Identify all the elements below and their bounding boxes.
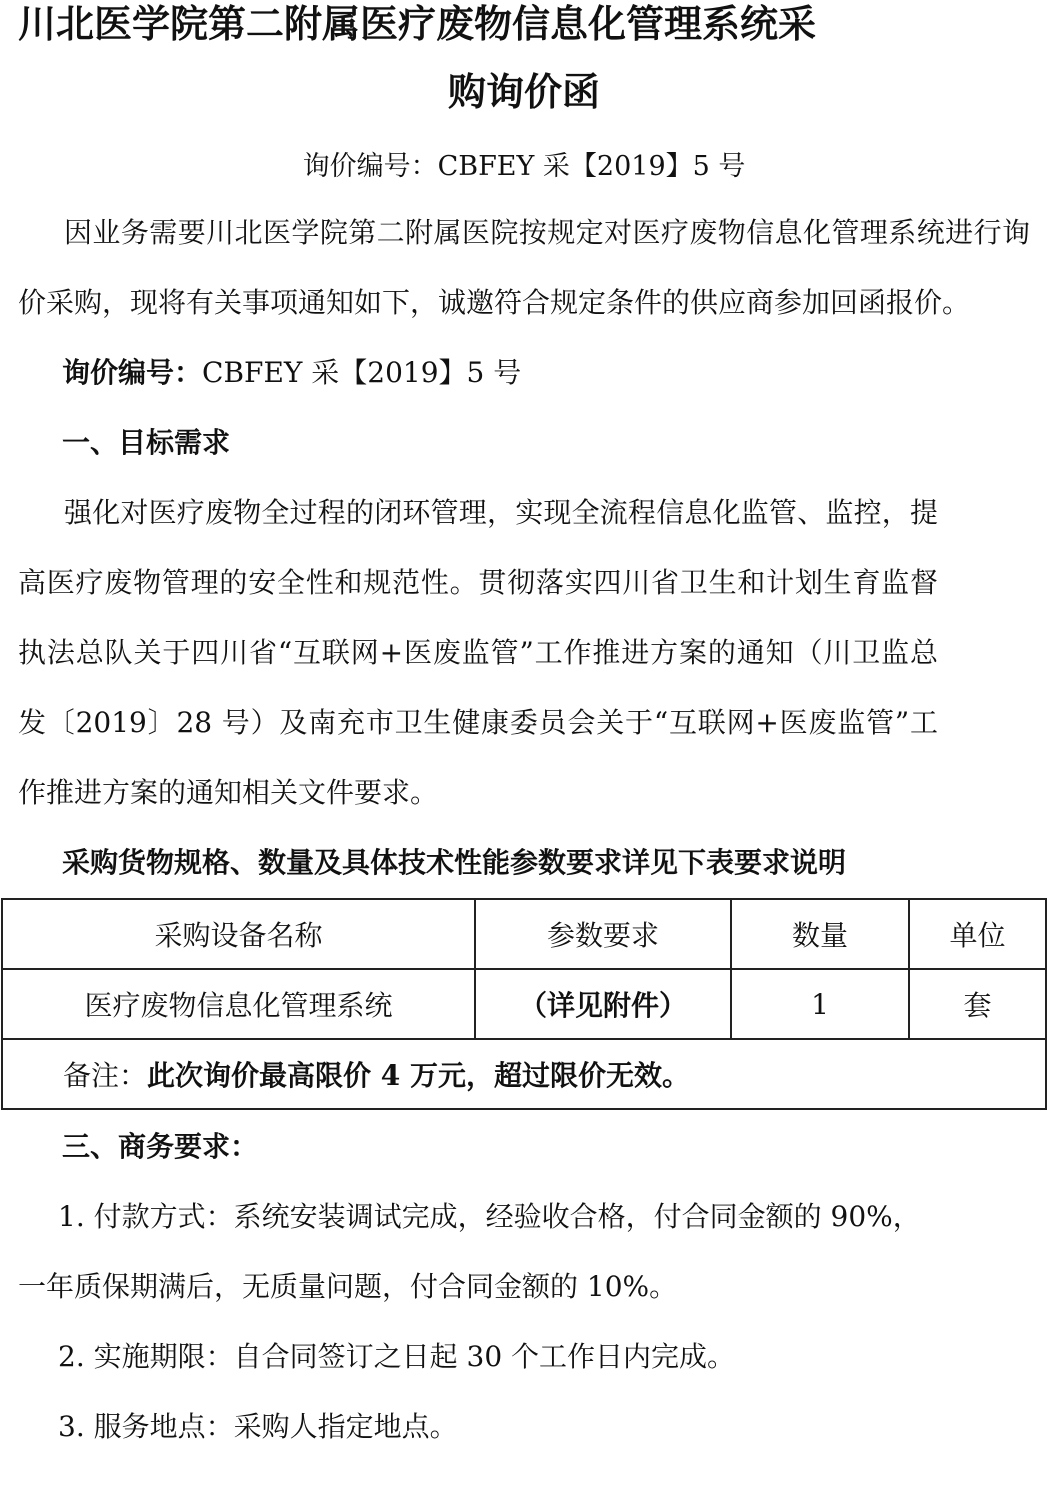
table-cell-quantity: 1 xyxy=(731,969,909,1039)
section-3-heading: 三、商务要求： xyxy=(62,1130,259,1163)
table-cell-device-name: 医疗废物信息化管理系统 xyxy=(2,969,475,1039)
table-header-row xyxy=(2,899,1046,969)
section-1-heading: 一、目标需求 xyxy=(62,426,231,459)
table-header-cell: 采购设备名称 xyxy=(2,899,475,969)
note-label: 备注： xyxy=(63,1059,148,1092)
implementation-period: 2. 实施期限：自合同签订之日起 30 个工作日内完成。 xyxy=(58,1340,736,1373)
inquiry-number-header: 询价编号：CBFEY 采【2019】5 号 xyxy=(302,151,746,182)
note-text: 此次询价最高限价 4 万元，超过限价无效。 xyxy=(147,1059,690,1092)
payment-terms-line-2: 一年质保期满后，无质量问题，付合同金额的 10%。 xyxy=(18,1270,678,1303)
inquiry-number-value: CBFEY 采【2019】5 号 xyxy=(202,356,522,389)
inquiry-number-label: 询价编号： xyxy=(62,356,203,389)
table-note-row xyxy=(2,1039,1046,1109)
table-header-cell: 单位 xyxy=(909,899,1046,969)
intro-paragraph: 因业务需要川北医学院第二附属医院按规定对医疗废物信息化管理系统进行询价采购，现将有关事项通知如下，诚邀符合规定条件的供应商参加回函报价。 xyxy=(18,216,1030,319)
title-line-1: 川北医学院第二附属医疗废物信息化管理系统采 xyxy=(18,2,817,46)
table-header-cell: 参数要求 xyxy=(475,899,731,969)
table-cell-unit: 套 xyxy=(909,969,1046,1039)
inquiry-number-line xyxy=(0,338,1048,408)
table-row xyxy=(2,969,1046,1039)
table-caption: 采购货物规格、数量及具体技术性能参数要求详见下表要求说明 xyxy=(62,846,847,879)
table-header-cell: 数量 xyxy=(731,899,909,969)
section-1-body: 强化对医疗废物全过程的闭环管理，实现全流程信息化监管、监控，提高医疗废物管理的安全性和规范性。贯彻落实四川省卫生和计划生育监督执法总队关于四川省“互联网+医废监管”工作推进方案的通知（川卫监总发〔2019〕28 号）及南充市卫生健康委员会关于“互联网+医废监管”工作推进方案的通知相关文件要求。 xyxy=(18,496,938,809)
title-line-2: 购询价函 xyxy=(447,70,600,114)
spec-table xyxy=(1,898,1047,1110)
document-title xyxy=(0,0,1048,136)
service-location: 3. 服务地点：采购人指定地点。 xyxy=(58,1410,458,1443)
table-cell-params: （详见附件） xyxy=(475,969,731,1039)
table-note-cell xyxy=(2,1039,1046,1109)
payment-terms-line-1: 1. 付款方式：系统安装调试完成，经验收合格，付合同金额的 90%， xyxy=(58,1200,921,1233)
